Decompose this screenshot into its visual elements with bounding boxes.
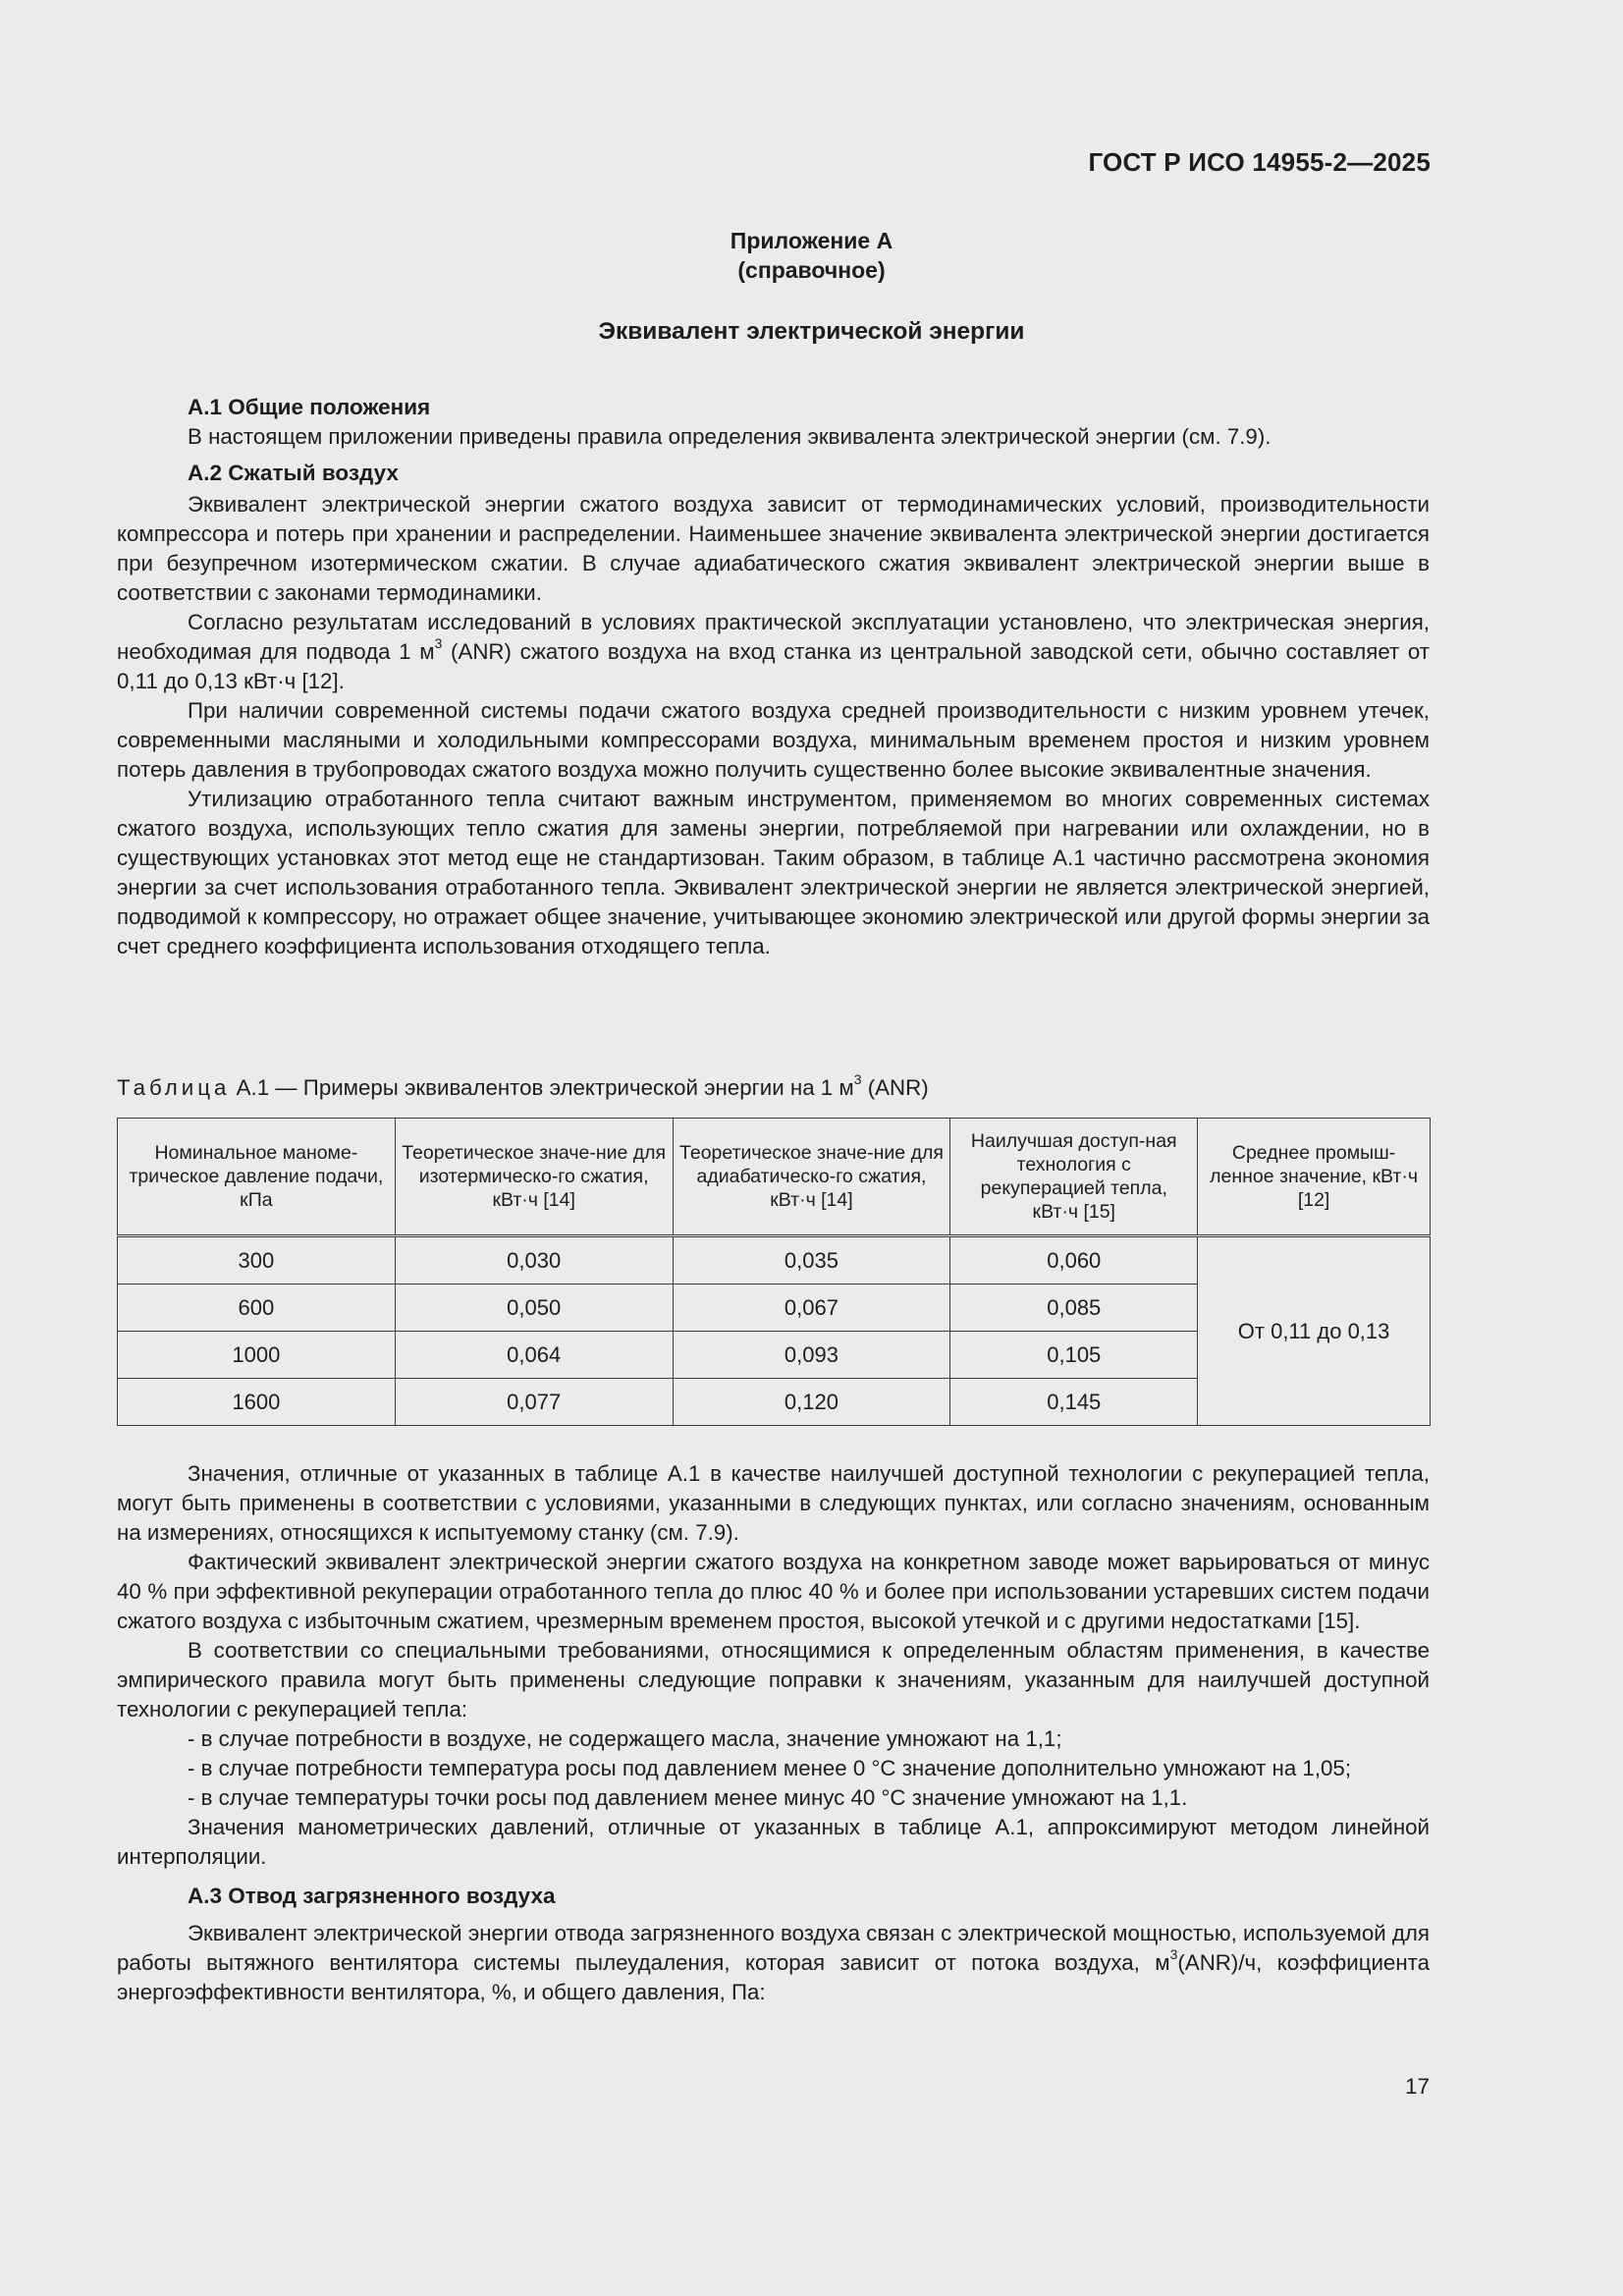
table-header-cell: Среднее промыш-ленное значение, кВт·ч [12] [1198,1119,1431,1236]
paragraph: Значения манометрических давлений, отличные от указанных в таблице А.1, аппроксимируют методом линейной интерполяции. [117,1815,1430,1869]
text-run: Согласно результатам исследований в условиях практической эксплуатации установлено, что электрическая энергия, необходимая для подвода 1 м [117,610,1430,664]
table-cell: 0,085 [950,1285,1198,1332]
annex-subtitle: (справочное) [737,257,886,283]
table-cell: 0,145 [950,1379,1198,1426]
paragraph [117,608,1430,696]
table-cell: 0,105 [950,1332,1198,1379]
body-block-1 [117,393,1430,961]
table-caption-word: Таблица [117,1075,231,1100]
paragraph [117,1919,1430,2007]
table-cell: 0,067 [673,1285,950,1332]
table-cell: 0,093 [673,1332,950,1379]
table-cell: 1600 [118,1379,396,1426]
table-cell: 0,035 [673,1236,950,1285]
data-table [117,1118,1431,1426]
paragraph: Утилизацию отработанного тепла считают важным инструментом, применяемом во многих современных системах сжатого воздуха, использующих тепло сжатия для замены энергии, потребляемой при нагревании или охлаждении, но в существующих установках этот метод еще не стандартизован. Таким образом, в таблице А.1 частично рассмотрена экономия энергии за счет использования отработанного тепла. Эквивалент электрической энергии не является электрической энергией, подводимой к компрессору, но отражает общее значение, учитывающее экономию электрической или другой формы энергии за счет среднего коэффициента использования отходящего тепла. [117,787,1430,958]
table-caption-text-end: (ANR) [861,1075,929,1100]
table-cell: 0,077 [395,1379,673,1426]
table-cell: 0,064 [395,1332,673,1379]
paragraph: При наличии современной системы подачи сжатого воздуха средней производительности с низким уровнем утечек, современными масляными и холодильными компрессорами воздуха, минимальным временем простоя и низким уровнем потерь давления в трубопроводах сжатого воздуха можно получить существенно более высокие эквивалентные значения. [117,698,1430,782]
table-cell: 0,050 [395,1285,673,1332]
paragraph: Эквивалент электрической энергии сжатого воздуха зависит от термодинамических условий, производительности компрессора и потерь при хранении и распределении. Наименьшее значение эквивалента электрической энергии достигается при безупречном изотермическом сжатии. В случае адиабатического сжатия эквивалент электрической энергии выше в соответствии с законами термодинамики. [117,492,1430,605]
table-header-cell: Наилучшая доступ-ная технология с рекуперацией тепла, кВт·ч [15] [950,1119,1198,1236]
table-caption [117,1070,929,1101]
document-code: ГОСТ Р ИСО 14955-2—2025 [1088,147,1431,177]
list-item: - в случае потребности в воздухе, не содержащего масла, значение умножают на 1,1; [188,1726,1062,1751]
text-run: Эквивалент электрической энергии отвода загрязненного воздуха связан с электрической мощностью, используемой для работы вытяжного вентилятора системы пылеудаления, которая зависит от потока воздуха, м [117,1921,1430,1975]
list-item: - в случае температуры точки росы под давлением менее минус 40 °С значение умножают на 1,1. [188,1785,1188,1810]
superscript: 3 [853,1070,862,1087]
section-heading-a3: А.3 Отвод загрязненного воздуха [188,1884,556,1908]
table-header-cell: Номинальное маноме-трическое давление подачи, кПа [118,1119,396,1236]
table-caption-text: А.1 — Примеры эквивалентов электрической энергии на 1 м [236,1075,854,1100]
section-heading-a2: А.2 Сжатый воздух [188,461,399,485]
annex-title: Приложение А [730,228,893,253]
table-cell: 0,060 [950,1236,1198,1285]
body-block-2 [117,1459,1430,2007]
paragraph: В настоящем приложении приведены правила определения эквивалента электрической энергии (см. 7.9). [188,424,1271,449]
table-header-row [118,1119,1431,1236]
superscript: 3 [434,634,443,651]
table-cell: 0,030 [395,1236,673,1285]
corrections-list [117,1724,1430,1813]
text-run: (ANR) сжатого воздуха на вход станка из центральной заводской сети, обычно составляет от 0,11 до 0,13 кВт·ч [12]. [117,639,1430,693]
table-header-cell: Теоретическое значе-ние для адиабатическо-го сжатия, кВт·ч [14] [673,1119,950,1236]
paragraph: Значения, отличные от указанных в таблице А.1 в качестве наилучшей доступной технологии с рекуперацией тепла, могут быть применены в соответствии с условиями, указанными в следующих пунктах, или согласно значениям, основанным на измерениях, относящихся к испытуемому станку (см. 7.9). [117,1461,1430,1545]
page-number: 17 [1404,2074,1430,2099]
list-item: - в случае потребности температура росы под давлением менее 0 °С значение дополнительно умножают на 1,05; [188,1756,1352,1780]
table-cell: 1000 [118,1332,396,1379]
table-merged-cell: От 0,11 до 0,13 [1198,1236,1431,1426]
table-row [118,1236,1431,1285]
table-cell: 300 [118,1236,396,1285]
table-cell: 0,120 [673,1379,950,1426]
text-run: (ANR)/ч, коэффициента энергоэффективности вентилятора, %, и общего давления, Па: [117,1950,1431,2004]
paragraph: Фактический эквивалент электрической энергии сжатого воздуха на конкретном заводе может варьироваться от минус 40 % при эффективной рекуперации отработанного тепла до плюс 40 % и более при использовании устаревших систем подачи сжатого воздуха с избыточным сжатием, чрезмерным временем простоя, высокой утечкой и с другими недостатками [15]. [117,1550,1430,1633]
table-header-cell: Теоретическое значе-ние для изотермическо-го сжатия, кВт·ч [14] [395,1119,673,1236]
table-cell: 600 [118,1285,396,1332]
annex-heading: Эквивалент электрической энергии [598,318,1025,345]
superscript: 3 [1169,1945,1178,1962]
section-heading-a1: А.1 Общие положения [188,395,431,419]
paragraph: В соответствии со специальными требованиями, относящимися к определенным областям применения, в качестве эмпирического правила могут быть применены следующие поправки к значениям, указанным для наилучшей доступной технологии с рекуперацией тепла: [117,1638,1430,1722]
